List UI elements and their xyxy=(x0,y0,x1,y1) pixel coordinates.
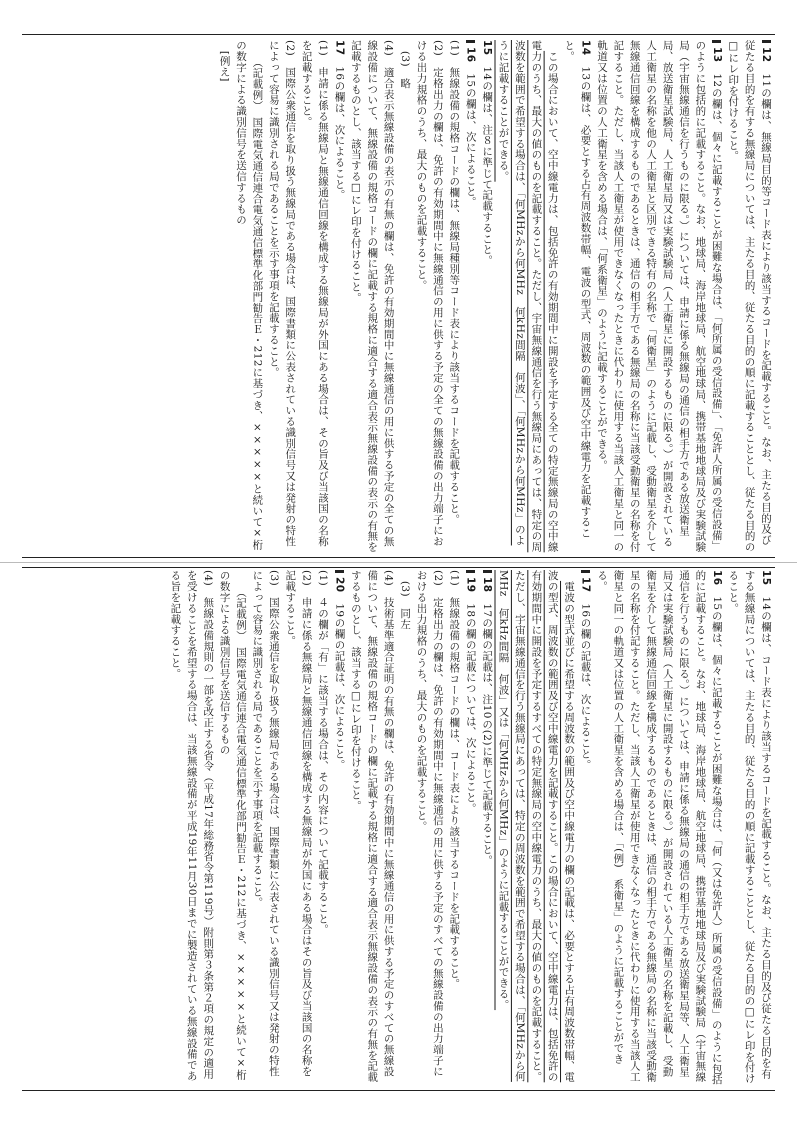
note-17-item-2: (2) 国際公衆通信を取り扱う無線局である場合は、国際書類に公表されている識別信号又は発射の特性によって容易に識別される局であることを示す事項を記載すること。 xyxy=(267,40,297,547)
note-13: 13 12の欄は、個々に記載することが困難な場合は、「何所属の受信設備」、「免許人所属の受信設備」のように包括的に記載すること。なお、地球局、海岸地球局、航空地球局、携帯基地地球局及び実験試験局（宇宙無線通信を行うものに限る。）については、申請に係る無線局の通信の相手方である放送衛星局、放送衛星試験局、人工衛星局又は実験試験局（人工衛星に開設するものに限る。）が開設されている人工衛星の名称を他の人工衛星と区別できる特有の名称で「何衛星」のように記載し、受動衛星を介して無線通信回線を構成するものであるときは、通信の相手方である無線局の名称に当該受動衛星の名称を付記すること。ただし、当該人工衛星が使用できなくなったときに代わりに使用する当該人工衛星と同一の軌道又は位置の人工衛星を含める場合は、「何系衛星」のように記載することができる。 xyxy=(595,40,723,553)
bottom-rule-upper xyxy=(22,567,775,568)
top-vertical-text xyxy=(216,40,774,554)
old-note-20-item-2: (2) 申請に係る無線局と無線通信回線を構成する無線局が外国にある場合はその旨及び当該国の名称を記載すること。 xyxy=(284,570,313,1077)
note-16-item-3: (3) 略 xyxy=(399,50,412,89)
old-note-19: 19 18の欄の記載については、次によること。 xyxy=(462,570,478,1085)
note-16-item-4: (4) 適合表示無線設備の表示の有無の欄は、免許の有効期間中に無線通信の用に供する予定の全ての無線設備について、無線設備の規格コードの欄に記載する規格に適合する適合表示無線設備の表示の有無を記載するものとし、該当する□にレ印を付けること。 xyxy=(349,40,395,553)
bottom-vertical-text xyxy=(167,570,774,1085)
note-16-item-1: (1) 無線設備の規格コードの欄は、無線局種別等コード表により該当するコードを記載すること。 xyxy=(448,40,461,525)
old-note-20-example: （記載例） 国際電気通信連合電気通信標準化部門勧告Ｅ・212に基づき、×××××と続いて×桁の数字による識別信号を送信するもの xyxy=(218,570,247,1081)
top-rule-lower xyxy=(22,557,775,558)
bottom-panel xyxy=(24,570,774,1085)
old-note-19-item-4: (4) 技術基準適合証明の有無の欄は、免許の有効期間中に無線通信の用に供する予定のすべての無線設備について、無線設備の規格コードの欄に記載する規格に適合する適合表示無線設備の表示の有無を記載するものとし、該当する□にレ印を付けること。 xyxy=(349,570,395,1083)
note-16-item-2: (2) 定格出力の欄は、免許の有効期間中に無線通信の用に供する予定の全ての無線設備の出力端子における出力規格のうち、最大のものを記載すること。 xyxy=(415,40,444,547)
bottom-rule-lower xyxy=(22,1090,775,1091)
old-note-19-item-3: (3) 同左 xyxy=(399,580,412,630)
old-note-16: 16 15の欄は、個々に記載することが困難な場合は、「何（又は免許人）所属の受信設備」のように包括的に記載すること。なお、地球局、海岸地球局、航空地球局、携帯基地地球局及び実験試験局（宇宙無線通信を行うものに限る。）については、申請に係る無線局の通信の相手方である放送衛星局等、人工衛星局又は実験試験局（人工衛星に開設するものに限る。）が開設されている人工衛星の名称を記載し、受動衛星を介して無線通信回線を構成するものであるときは、通信の相手方である無線局の名称に当該受動衛星の名称を付記すること。ただし、当該人工衛星が使用できなくなったときに代わりに使用する当該人工衛星と同一の軌道又は位置の人工衛星を含める場合は、「(例) 系衛星」のように記載することができる。 xyxy=(595,570,723,1085)
note-14: 14 13の欄は、必要とする占有周波数帯幅、電波の型式、周波数の範囲及び空中線電力を記載すること。 xyxy=(563,40,592,539)
top-rule-upper xyxy=(22,34,775,35)
old-note-15: 15 14の欄は、コード表により該当するコードを記載すること。なお、主たる目的及び従たる目的を有する無線局については、主たる目的、従たる目的の順に記載することとし、従たる目的の□にレ印を付けること。 xyxy=(727,570,772,1084)
note-12: 12 11の欄は、無線局目的等コード表により該当するコードを記載すること。なお、主たる目的及び従たる目的を有する無線局については、主たる目的、従たる目的の順に記載することとし、従たる目的の□にレ印を付けること。 xyxy=(727,40,772,553)
old-note-17: 17 16の欄の記載は、次によること。 xyxy=(577,570,593,1085)
note-17: 17 16の欄は、次によること。 xyxy=(333,40,346,201)
top-panel xyxy=(24,40,774,554)
note-17-example-label: [例え] xyxy=(218,50,231,82)
note-17-example: （記載例） 国際電気通信連合電気通信標準化部門勧告Ｅ・212に基づき、×××××と続いて×桁の数字による識別信号を送信するもの xyxy=(235,40,264,551)
old-note-19-item-1: (1) 無線設備の規格コードの欄は、コード表により該当するコードを記載すること。 xyxy=(448,570,461,990)
old-note-19-item-2: (2) 定格出力の欄は、免許の有効期間中に無線通信の用に供する予定のすべての無線設備の出力端子における出力規格のうち、最大のものを記載すること。 xyxy=(415,570,444,1077)
old-note-20: 20 19の欄の記載は、次によること。 xyxy=(331,570,347,1085)
old-note-18: 18 17の欄の記載は、注10の(2)に準じて記載すること。 xyxy=(479,570,495,1085)
note-15: 15 14の欄は、注８に準じて記載すること。 xyxy=(481,40,494,266)
note-14-para: この場合において、空中線電力は、包括免許の有効期間中に開設を予定する全ての特定無線局の空中線電力のうち、最大の値のものを記載すること。ただし、宇宙無線通信を行う無線局にあっては、特定の周波数を範囲で希望する場合は、「何MHzから何MHz 何kHz間隔 何波」、「何MHzから何MHz」のように記載することができる。 xyxy=(497,40,559,553)
old-note-17-para: 電波の型式並びに希望する周波数の範囲及び空中線電力の欄の記載は、必要とする占有周波数帯幅、電波の型式、周波数の範囲及び空中線電力を記載すること。この場合において、空中線電力は、包括免許の有効期間中に開設を予定するすべての特定無線局の空中線電力のうち、最大の値のものを記載すること。ただし、宇宙無線通信を行う無線局にあっては、特定の周波数を範囲で希望する場合は、「何MHzから何MHz 何kHz間隔 何波」又は「何MHzから何MHz」のように記載することができる。 xyxy=(497,570,576,1083)
old-note-20-item-1: (1) ４の欄が「有」に該当する場合は、その内容について記載すること。 xyxy=(317,570,330,935)
note-16: 16 15の欄は、次によること。 xyxy=(462,40,478,554)
old-note-20-item-3: (3) 国際公衆通信を取り扱う無線局である場合は、国際書類に公表されている識別信号又は発射の特性によって容易に識別される局であることを示す事項を記載すること。 xyxy=(251,570,280,1077)
old-note-20-item-4: (4) 無線設備規則の一部を改正する省令（平成17年総務省令第119号）附則第３条第２項の規定の適用を受けることを希望する場合は、当該無線設備が平成19年11月30日までに製造されている無線設備である旨を記載すること。 xyxy=(169,570,215,1082)
page-divider xyxy=(0,562,797,563)
note-17-item-1: (1) 申請に係る無線局と無線通信回線を構成する無線局が外国にある場合は、その旨及び当該国の名称を記載すること。 xyxy=(300,40,330,547)
